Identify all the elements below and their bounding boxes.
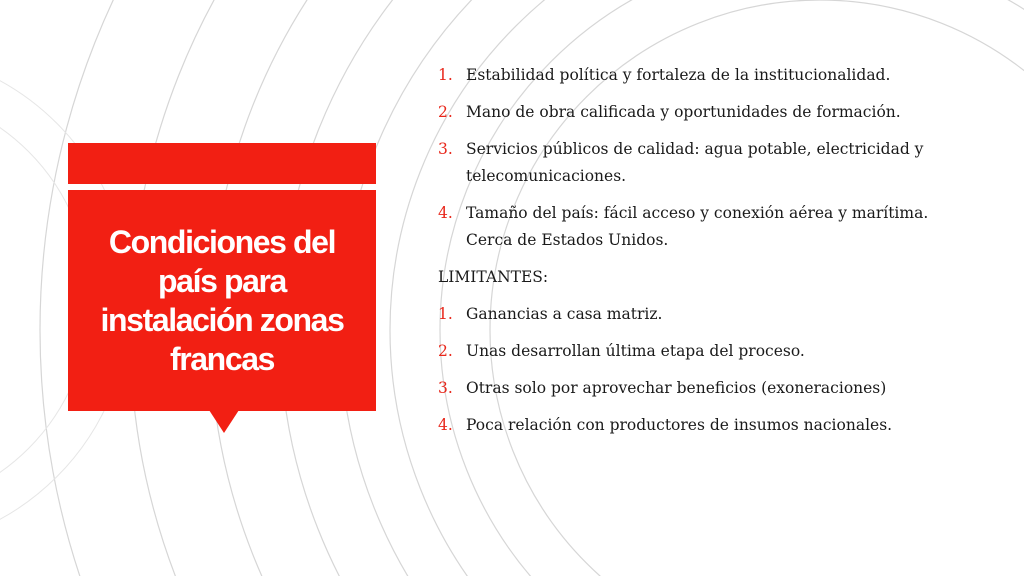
list-item: [438, 375, 978, 402]
item-text: Tamaño del país: fácil acceso y conexión aérea y marítima. Cerca de Estados Unidos.: [466, 204, 929, 249]
item-number: 3.: [438, 379, 453, 397]
list-item: [438, 136, 978, 190]
limitations-heading: LIMITANTES:: [438, 268, 549, 286]
list-item: [438, 62, 978, 89]
item-number: 2.: [438, 103, 453, 121]
title-accent-bar: [68, 143, 376, 184]
item-number: 4.: [438, 416, 453, 434]
item-text: Servicios públicos de calidad: agua potable, electricidad y telecomunicaciones.: [466, 140, 924, 185]
item-text: Poca relación con productores de insumos nacionales.: [466, 416, 893, 434]
content-area: [438, 62, 978, 449]
item-text: Otras solo por aprovechar beneficios (exoneraciones): [466, 379, 887, 397]
item-number: 3.: [438, 140, 453, 158]
item-number: 1.: [438, 305, 453, 323]
item-number: 4.: [438, 204, 453, 222]
title-pointer: [209, 410, 239, 433]
item-text: Unas desarrollan última etapa del proceso.: [466, 342, 805, 360]
item-number: 2.: [438, 342, 453, 360]
list-item: [438, 301, 978, 328]
limitations-list: [438, 301, 978, 439]
slide-title: Condiciones del país para instalación zonas francas: [100, 223, 344, 377]
title-box: [68, 190, 376, 411]
list-item: [438, 200, 978, 254]
list-item: [438, 99, 978, 126]
list-item: [438, 412, 978, 439]
item-text: Mano de obra calificada y oportunidades de formación.: [466, 103, 901, 121]
item-text: Ganancias a casa matriz.: [466, 305, 663, 323]
item-text: Estabilidad política y fortaleza de la institucionalidad.: [466, 66, 891, 84]
item-number: 1.: [438, 66, 453, 84]
list-item: [438, 338, 978, 365]
conditions-list: [438, 62, 978, 254]
